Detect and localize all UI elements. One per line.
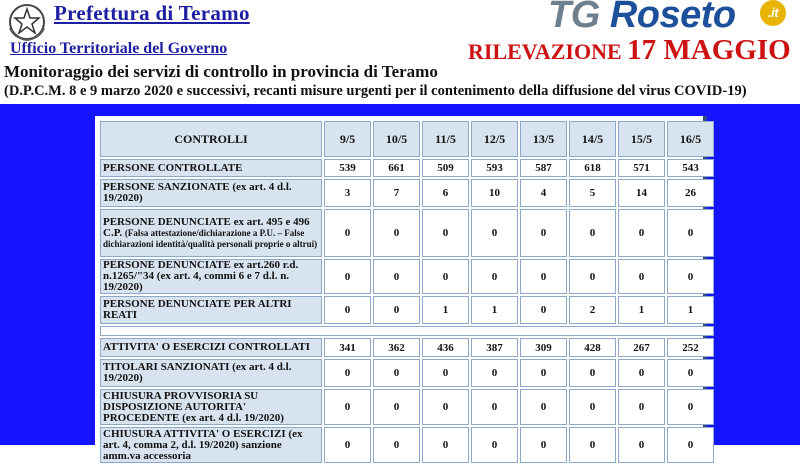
row-label-note: (Falsa attestazione/dichiarazione a P.U. – False dichiarazioni identità/qualità personali proprie o altrui): [103, 227, 318, 249]
header-date: 14/5: [569, 121, 616, 157]
row-label-text: PERSONE DENUNCIATE ex art.260 r.d. n.1265/"34 (ex art. 4, commi 6 e 7 d.l. n. 19/2020): [103, 259, 299, 293]
header-date: 9/5: [324, 121, 371, 157]
value-cell: 5: [569, 179, 616, 207]
rilevazione-prefix: RILEVAZIONE: [468, 39, 628, 64]
ufficio-subtitle: Ufficio Territoriale del Governo: [10, 40, 228, 57]
value-cell: 4: [520, 179, 567, 207]
value-cell: 0: [667, 359, 714, 387]
value-cell: 0: [324, 259, 371, 294]
value-cell: 1: [422, 296, 469, 324]
value-cell: 0: [422, 259, 469, 294]
value-cell: 543: [667, 159, 714, 177]
header-controlli: CONTROLLI: [100, 121, 322, 157]
row-label-text: TITOLARI SANZIONATI (ex art. 4 d.l. 19/2020): [103, 361, 292, 384]
value-cell: 0: [667, 427, 714, 463]
value-cell: 341: [324, 338, 371, 357]
value-cell: 14: [618, 179, 665, 207]
value-cell: 0: [569, 389, 616, 425]
value-cell: 0: [618, 427, 665, 463]
table-row: [100, 389, 714, 425]
italian-emblem-icon: [4, 2, 50, 42]
controls-table: [98, 119, 716, 465]
prefettura-title: Prefettura di Teramo: [54, 1, 250, 25]
value-cell: 571: [618, 159, 665, 177]
row-label: [100, 296, 322, 324]
value-cell: 3: [324, 179, 371, 207]
value-cell: 587: [520, 159, 567, 177]
value-cell: 0: [373, 296, 420, 324]
row-label-text: PERSONE DENUNCIATE PER ALTRI REATI: [103, 298, 292, 321]
value-cell: 618: [569, 159, 616, 177]
value-cell: 0: [471, 359, 518, 387]
value-cell: 0: [373, 389, 420, 425]
value-cell: 0: [471, 209, 518, 257]
table-row: [100, 159, 714, 177]
value-cell: 6: [422, 179, 469, 207]
value-cell: 0: [373, 259, 420, 294]
row-label-text: CHIUSURA PROVVISORIA SU DISPOSIZIONE AUTORITA' PROCEDENTE (ex art. 4 d.l. 19/2020): [103, 389, 284, 424]
header-date: 16/5: [667, 121, 714, 157]
row-label-text: PERSONE CONTROLLATE: [103, 161, 243, 174]
value-cell: 0: [373, 209, 420, 257]
header-date: 12/5: [471, 121, 518, 157]
value-cell: 2: [569, 296, 616, 324]
header-date: 13/5: [520, 121, 567, 157]
row-label: [100, 427, 322, 463]
row-label: [100, 179, 322, 207]
value-cell: 7: [373, 179, 420, 207]
value-cell: 0: [569, 209, 616, 257]
value-cell: 0: [324, 359, 371, 387]
row-label: [100, 259, 322, 294]
value-cell: 0: [618, 389, 665, 425]
value-cell: 309: [520, 338, 567, 357]
row-label: [100, 389, 322, 425]
row-label: [100, 359, 322, 387]
row-label: [100, 209, 322, 257]
value-cell: 10: [471, 179, 518, 207]
table-row: [100, 179, 714, 207]
value-cell: 428: [569, 338, 616, 357]
value-cell: 661: [373, 159, 420, 177]
value-cell: 0: [520, 359, 567, 387]
table-row: [100, 359, 714, 387]
value-cell: 1: [471, 296, 518, 324]
value-cell: 0: [373, 427, 420, 463]
value-cell: 0: [520, 296, 567, 324]
value-cell: 0: [324, 296, 371, 324]
value-cell: 0: [422, 427, 469, 463]
rilevazione-label: [468, 34, 791, 67]
value-cell: 0: [471, 259, 518, 294]
table-row: [100, 427, 714, 463]
document-subtitle: (D.P.C.M. 8 e 9 marzo 2020 e successivi, recanti misure urgenti per il contenimento della diffusione del virus COVID-19): [4, 83, 747, 99]
value-cell: 0: [324, 427, 371, 463]
value-cell: 0: [618, 259, 665, 294]
row-label-text: ATTIVITA' O ESERCIZI CONTROLLATI: [103, 341, 310, 353]
value-cell: 0: [520, 389, 567, 425]
table-row: [100, 209, 714, 257]
table-separator-row: [100, 326, 714, 336]
value-cell: 0: [520, 427, 567, 463]
value-cell: 26: [667, 179, 714, 207]
separator-cell: [100, 326, 714, 336]
value-cell: 0: [569, 259, 616, 294]
rilevazione-date: 17 MAGGIO: [627, 34, 791, 66]
value-cell: 1: [618, 296, 665, 324]
row-label-text: PERSONE SANZIONATE (ex art. 4 d.l. 19/2020): [103, 181, 292, 204]
tg-roseto-logo: [548, 0, 779, 37]
row-label: [100, 159, 322, 177]
table-row: [100, 259, 714, 294]
value-cell: 593: [471, 159, 518, 177]
value-cell: 0: [422, 209, 469, 257]
row-label-text: CHIUSURA ATTIVITA' O ESERCIZI (ex art. 4, comma 2, d.l. 19/2020) sanzione amm.va accessoria: [103, 427, 303, 462]
row-label: [100, 338, 322, 357]
document-title: Monitoraggio dei servizi di controllo in provincia di Teramo: [4, 62, 438, 81]
value-cell: 0: [569, 427, 616, 463]
value-cell: 436: [422, 338, 469, 357]
value-cell: 0: [520, 259, 567, 294]
value-cell: 267: [618, 338, 665, 357]
value-cell: 0: [667, 259, 714, 294]
value-cell: 0: [667, 209, 714, 257]
header-date: 11/5: [422, 121, 469, 157]
table-row: [100, 338, 714, 357]
value-cell: 0: [471, 389, 518, 425]
value-cell: 0: [422, 389, 469, 425]
row-label-text: PERSONE DENUNCIATE ex art. 495 e 496 C.P.: [103, 215, 310, 239]
value-cell: 0: [324, 209, 371, 257]
value-cell: 0: [618, 209, 665, 257]
value-cell: 387: [471, 338, 518, 357]
logo-tg: TG: [548, 0, 610, 36]
value-cell: 0: [422, 359, 469, 387]
logo-it-badge: .it: [760, 0, 786, 26]
value-cell: 509: [422, 159, 469, 177]
value-cell: 252: [667, 338, 714, 357]
header-date: 10/5: [373, 121, 420, 157]
table-header-row: [100, 121, 714, 157]
value-cell: 0: [569, 359, 616, 387]
value-cell: 0: [471, 427, 518, 463]
value-cell: 539: [324, 159, 371, 177]
header: [0, 0, 800, 104]
value-cell: 1: [667, 296, 714, 324]
value-cell: 0: [667, 389, 714, 425]
value-cell: 0: [373, 359, 420, 387]
logo-roseto: Roseto: [609, 0, 736, 36]
table-row: [100, 296, 714, 324]
value-cell: 0: [618, 359, 665, 387]
header-date: 15/5: [618, 121, 665, 157]
value-cell: 0: [324, 389, 371, 425]
value-cell: 362: [373, 338, 420, 357]
value-cell: 0: [520, 209, 567, 257]
